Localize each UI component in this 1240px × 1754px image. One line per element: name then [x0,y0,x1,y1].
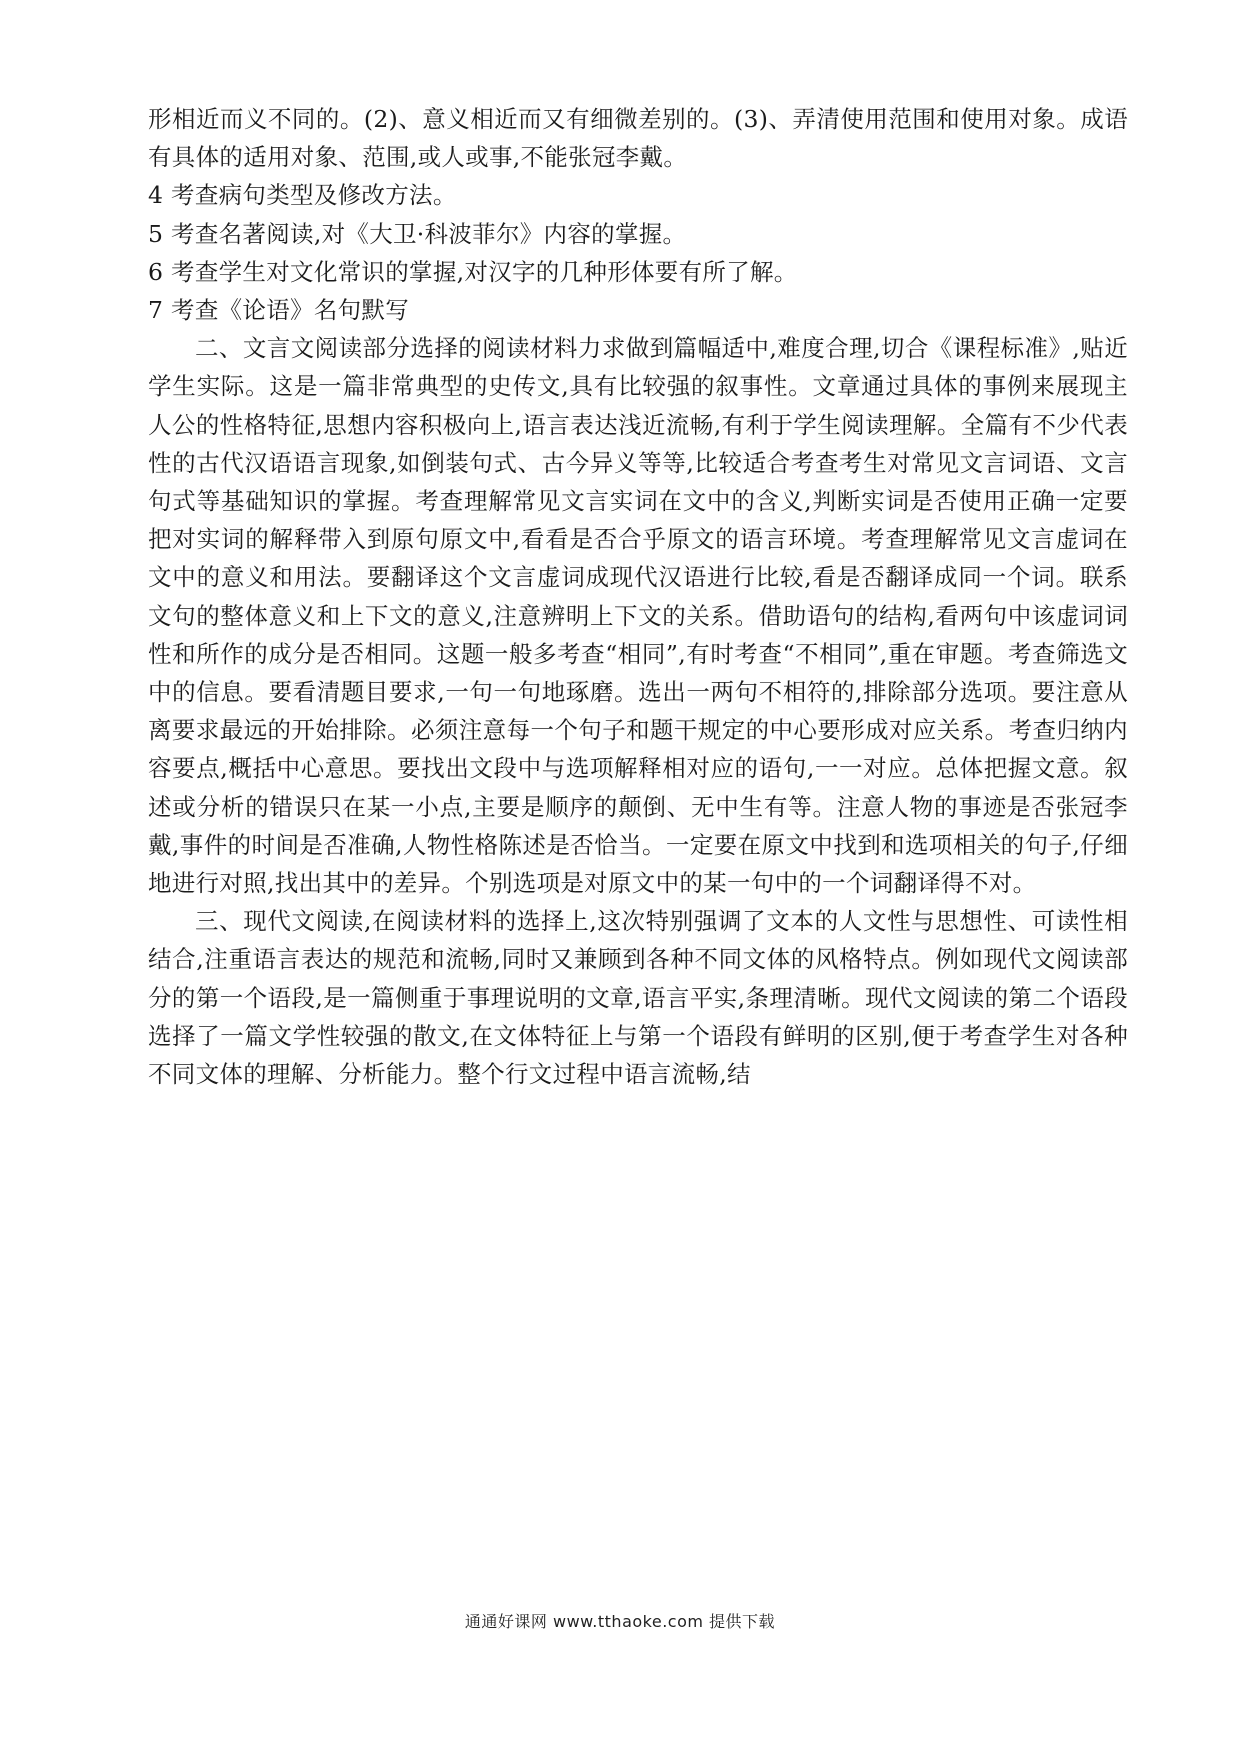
paragraph-idioms-continued: 形相近而义不同的。(2)、意义相近而又有细微差别的。(3)、弄清使用范围和使用对象。成语有具体的适用对象、范围,或人或事,不能张冠李戴。 [148,105,1128,172]
paragraph-item-5: 5 考查名著阅读,对《大卫·科波菲尔》内容的掌握。 [148,219,687,248]
paragraph-item-4: 4 考查病句类型及修改方法。 [148,181,457,210]
paragraph-item-6: 6 考查学生对文化常识的掌握,对汉字的几种形体要有所了解。 [148,257,798,286]
paragraph-classical-chinese: 二、文言文阅读部分选择的阅读材料力求做到篇幅适中,难度合理,切合《课程标准》,贴近学生实际。这是一篇非常典型的史传文,具有比较强的叙事性。文章通过具体的事例来展现主人公的性格特征,思想内容积极向上,语言表达浅近流畅,有利于学生阅读理解。全篇有不少代表性的古代汉语语言现象,如倒装句式、古今异义等等,比较适合考查考生对常见文言词语、文言句式等基础知识的掌握。考查理解常见文言实词在文中的含义,判断实词是否使用正确一定要把对实词的解释带入到原句原文中,看看是否合乎原文的语言环境。考查理解常见文言虚词在文中的意义和用法。要翻译这个文言虚词成现代汉语进行比较,看是否翻译成同一个词。联系文句的整体意义和上下文的意义,注意辨明上下文的关系。借助语句的结构,看两句中该虚词词性和所作的成分是否相同。这题一般多考查“相同”,有时考查“不相同”,重在审题。考查筛选文中的信息。要看清题目要求,一句一句地琢磨。选出一两句不相符的,排除部分选项。要注意从离要求最远的开始排除。必须注意每一个句子和题干规定的中心要形成对应关系。考查归纳内容要点,概括中心意思。要找出文段中与选项解释相对应的语句,一一对应。总体把握文意。叙述或分析的错误只在某一小点,主要是顺序的颠倒、无中生有等。注意人物的事迹是否张冠李戴,事件的时间是否准确,人物性格陈述是否恰当。一定要在原文中找到和选项相关的句子,仔细地进行对照,找出其中的差异。个别选项是对原文中的某一句中的一个词翻译得不对。 [148,334,1128,898]
page-footer: 通通好课网 www.tthaoke.com 提供下载 [464,1612,776,1631]
document-page [148,100,1128,1600]
paragraph-modern-reading: 三、现代文阅读,在阅读材料的选择上,这次特别强调了文本的人文性与思想性、可读性相结合,注重语言表达的规范和流畅,同时又兼顾到各种不同文体的风格特点。例如现代文阅读部分的第一个语段,是一篇侧重于事理说明的文章,语言平实,条理清晰。现代文阅读的第二个语段选择了一篇文学性较强的散文,在文体特征上与第一个语段有鲜明的区别,便于考查学生对各种不同文体的理解、分析能力。整个行文过程中语言流畅,结 [148,907,1128,1089]
paragraph-item-7: 7 考查《论语》名句默写 [148,296,410,325]
